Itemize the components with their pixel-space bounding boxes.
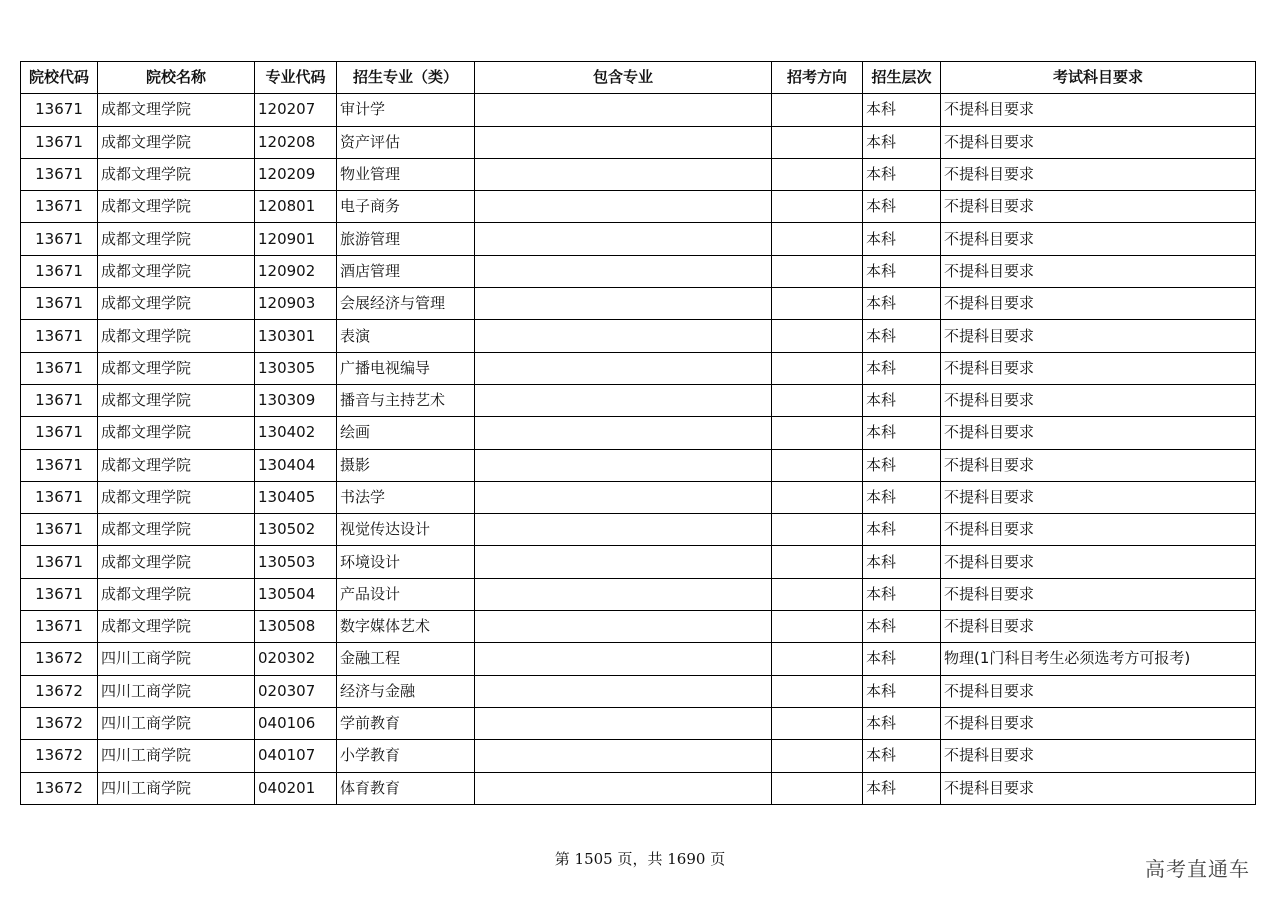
cell-major: 摄影 (337, 449, 475, 481)
cell-direction (772, 740, 863, 772)
cell-major-code: 040106 (255, 707, 337, 739)
cell-school-name: 成都文理学院 (98, 126, 255, 158)
cell-subject-requirement: 不提科目要求 (941, 223, 1256, 255)
cell-major-code: 120902 (255, 255, 337, 287)
cell-school-name: 四川工商学院 (98, 740, 255, 772)
cell-level: 本科 (863, 94, 941, 126)
cell-major: 经济与金融 (337, 675, 475, 707)
cell-subject-requirement: 不提科目要求 (941, 191, 1256, 223)
cell-school-code: 13672 (21, 643, 98, 675)
cell-school-code: 13671 (21, 255, 98, 287)
cell-direction (772, 514, 863, 546)
cell-subject-requirement: 不提科目要求 (941, 481, 1256, 513)
cell-school-code: 13671 (21, 449, 98, 481)
cell-direction (772, 578, 863, 610)
cell-major: 产品设计 (337, 578, 475, 610)
cell-school-code: 13672 (21, 707, 98, 739)
cell-major-code: 120207 (255, 94, 337, 126)
cell-school-name: 成都文理学院 (98, 546, 255, 578)
cell-major: 学前教育 (337, 707, 475, 739)
cell-subject-requirement: 不提科目要求 (941, 740, 1256, 772)
cell-school-name: 四川工商学院 (98, 675, 255, 707)
cell-subject-requirement: 不提科目要求 (941, 352, 1256, 384)
cell-school-name: 成都文理学院 (98, 514, 255, 546)
cell-major-code: 120901 (255, 223, 337, 255)
cell-major-code: 130305 (255, 352, 337, 384)
cell-major-code: 130405 (255, 481, 337, 513)
cell-direction (772, 126, 863, 158)
cell-subject-requirement: 不提科目要求 (941, 255, 1256, 287)
table-row (21, 191, 1256, 223)
cell-school-code: 13672 (21, 740, 98, 772)
header-direction: 招考方向 (772, 62, 863, 94)
cell-level: 本科 (863, 707, 941, 739)
table-row (21, 578, 1256, 610)
cell-included-majors (475, 223, 772, 255)
cell-level: 本科 (863, 384, 941, 416)
cell-level: 本科 (863, 126, 941, 158)
cell-school-name: 成都文理学院 (98, 417, 255, 449)
cell-school-name: 成都文理学院 (98, 255, 255, 287)
cell-direction (772, 675, 863, 707)
cell-subject-requirement: 不提科目要求 (941, 675, 1256, 707)
cell-included-majors (475, 707, 772, 739)
cell-level: 本科 (863, 675, 941, 707)
cell-major-code: 130502 (255, 514, 337, 546)
cell-included-majors (475, 740, 772, 772)
cell-major-code: 130402 (255, 417, 337, 449)
cell-school-name: 成都文理学院 (98, 191, 255, 223)
cell-school-name: 成都文理学院 (98, 288, 255, 320)
cell-major-code: 130404 (255, 449, 337, 481)
cell-included-majors (475, 449, 772, 481)
cell-direction (772, 384, 863, 416)
cell-direction (772, 158, 863, 190)
cell-included-majors (475, 481, 772, 513)
table-row (21, 514, 1256, 546)
cell-included-majors (475, 546, 772, 578)
cell-direction (772, 191, 863, 223)
cell-school-name: 四川工商学院 (98, 707, 255, 739)
cell-school-code: 13671 (21, 288, 98, 320)
cell-major: 资产评估 (337, 126, 475, 158)
cell-level: 本科 (863, 611, 941, 643)
cell-subject-requirement: 不提科目要求 (941, 772, 1256, 804)
cell-subject-requirement: 不提科目要求 (941, 384, 1256, 416)
cell-included-majors (475, 417, 772, 449)
header-level: 招生层次 (863, 62, 941, 94)
cell-major-code: 130301 (255, 320, 337, 352)
cell-level: 本科 (863, 417, 941, 449)
cell-school-name: 成都文理学院 (98, 449, 255, 481)
table-row (21, 320, 1256, 352)
cell-subject-requirement: 不提科目要求 (941, 158, 1256, 190)
cell-major-code: 020307 (255, 675, 337, 707)
cell-major: 播音与主持艺术 (337, 384, 475, 416)
cell-direction (772, 546, 863, 578)
cell-major-code: 130508 (255, 611, 337, 643)
cell-major-code: 040107 (255, 740, 337, 772)
cell-major: 广播电视编导 (337, 352, 475, 384)
cell-included-majors (475, 675, 772, 707)
table-row (21, 772, 1256, 804)
cell-direction (772, 643, 863, 675)
cell-subject-requirement: 不提科目要求 (941, 94, 1256, 126)
cell-school-code: 13671 (21, 352, 98, 384)
table-row (21, 384, 1256, 416)
table-row (21, 643, 1256, 675)
cell-school-name: 成都文理学院 (98, 320, 255, 352)
table-row (21, 481, 1256, 513)
cell-direction (772, 449, 863, 481)
cell-major: 电子商务 (337, 191, 475, 223)
cell-level: 本科 (863, 578, 941, 610)
cell-subject-requirement: 不提科目要求 (941, 514, 1256, 546)
cell-included-majors (475, 772, 772, 804)
cell-subject-requirement: 不提科目要求 (941, 126, 1256, 158)
cell-major: 金融工程 (337, 643, 475, 675)
cell-school-name: 成都文理学院 (98, 158, 255, 190)
cell-major-code: 120209 (255, 158, 337, 190)
header-subject-requirement: 考试科目要求 (941, 62, 1256, 94)
cell-school-code: 13671 (21, 481, 98, 513)
cell-school-name: 成都文理学院 (98, 384, 255, 416)
cell-level: 本科 (863, 223, 941, 255)
cell-included-majors (475, 126, 772, 158)
cell-level: 本科 (863, 352, 941, 384)
cell-included-majors (475, 320, 772, 352)
cell-school-code: 13672 (21, 772, 98, 804)
cell-direction (772, 94, 863, 126)
cell-included-majors (475, 288, 772, 320)
cell-major-code: 130504 (255, 578, 337, 610)
table-row (21, 158, 1256, 190)
cell-major-code: 120903 (255, 288, 337, 320)
cell-subject-requirement: 不提科目要求 (941, 611, 1256, 643)
cell-direction (772, 352, 863, 384)
cell-school-code: 13671 (21, 514, 98, 546)
cell-major: 环境设计 (337, 546, 475, 578)
cell-school-code: 13671 (21, 191, 98, 223)
cell-included-majors (475, 352, 772, 384)
header-school-name: 院校名称 (98, 62, 255, 94)
cell-major-code: 020302 (255, 643, 337, 675)
cell-school-code: 13671 (21, 611, 98, 643)
table-row (21, 223, 1256, 255)
cell-subject-requirement: 物理(1门科目考生必须选考方可报考) (941, 643, 1256, 675)
cell-level: 本科 (863, 481, 941, 513)
table-row (21, 126, 1256, 158)
cell-school-name: 成都文理学院 (98, 481, 255, 513)
table-row (21, 546, 1256, 578)
cell-major: 体育教育 (337, 772, 475, 804)
cell-direction (772, 320, 863, 352)
enrollment-table (20, 61, 1256, 805)
cell-direction (772, 255, 863, 287)
cell-major: 物业管理 (337, 158, 475, 190)
cell-school-code: 13671 (21, 384, 98, 416)
cell-major-code: 120801 (255, 191, 337, 223)
cell-subject-requirement: 不提科目要求 (941, 288, 1256, 320)
cell-school-code: 13671 (21, 126, 98, 158)
cell-direction (772, 223, 863, 255)
table-row (21, 740, 1256, 772)
table-row (21, 449, 1256, 481)
table-row (21, 417, 1256, 449)
cell-school-name: 成都文理学院 (98, 94, 255, 126)
cell-subject-requirement: 不提科目要求 (941, 707, 1256, 739)
cell-school-code: 13672 (21, 675, 98, 707)
header-major-code: 专业代码 (255, 62, 337, 94)
cell-level: 本科 (863, 255, 941, 287)
cell-major: 表演 (337, 320, 475, 352)
table-row (21, 94, 1256, 126)
cell-direction (772, 772, 863, 804)
table-body (21, 94, 1256, 805)
page-footer: 第 1505 页，共 1690 页 (554, 850, 726, 868)
cell-school-name: 四川工商学院 (98, 643, 255, 675)
cell-major-code: 130503 (255, 546, 337, 578)
table-row (21, 352, 1256, 384)
cell-included-majors (475, 191, 772, 223)
cell-included-majors (475, 255, 772, 287)
cell-direction (772, 707, 863, 739)
cell-major: 绘画 (337, 417, 475, 449)
watermark-logo-text: 高考直通车 (1145, 857, 1250, 881)
header-school-code: 院校代码 (21, 62, 98, 94)
cell-school-code: 13671 (21, 94, 98, 126)
cell-subject-requirement: 不提科目要求 (941, 449, 1256, 481)
cell-major: 视觉传达设计 (337, 514, 475, 546)
cell-level: 本科 (863, 772, 941, 804)
cell-direction (772, 417, 863, 449)
cell-subject-requirement: 不提科目要求 (941, 320, 1256, 352)
cell-level: 本科 (863, 288, 941, 320)
cell-subject-requirement: 不提科目要求 (941, 417, 1256, 449)
header-major: 招生专业（类） (337, 62, 475, 94)
cell-level: 本科 (863, 740, 941, 772)
table-row (21, 611, 1256, 643)
table-row (21, 288, 1256, 320)
table-row (21, 255, 1256, 287)
cell-direction (772, 288, 863, 320)
cell-school-code: 13671 (21, 417, 98, 449)
cell-major-code: 120208 (255, 126, 337, 158)
cell-included-majors (475, 514, 772, 546)
table-row (21, 707, 1256, 739)
cell-major: 旅游管理 (337, 223, 475, 255)
cell-included-majors (475, 578, 772, 610)
cell-school-name: 成都文理学院 (98, 611, 255, 643)
cell-major: 小学教育 (337, 740, 475, 772)
cell-major: 酒店管理 (337, 255, 475, 287)
cell-level: 本科 (863, 546, 941, 578)
table-row (21, 675, 1256, 707)
cell-major: 审计学 (337, 94, 475, 126)
cell-direction (772, 611, 863, 643)
cell-level: 本科 (863, 320, 941, 352)
cell-school-code: 13671 (21, 223, 98, 255)
cell-level: 本科 (863, 643, 941, 675)
cell-subject-requirement: 不提科目要求 (941, 546, 1256, 578)
cell-included-majors (475, 94, 772, 126)
cell-major: 书法学 (337, 481, 475, 513)
cell-included-majors (475, 158, 772, 190)
cell-level: 本科 (863, 514, 941, 546)
cell-major: 会展经济与管理 (337, 288, 475, 320)
cell-school-name: 成都文理学院 (98, 223, 255, 255)
cell-included-majors (475, 643, 772, 675)
cell-level: 本科 (863, 191, 941, 223)
cell-school-name: 四川工商学院 (98, 772, 255, 804)
cell-major-code: 040201 (255, 772, 337, 804)
cell-school-code: 13671 (21, 320, 98, 352)
cell-school-code: 13671 (21, 158, 98, 190)
cell-included-majors (475, 611, 772, 643)
cell-level: 本科 (863, 158, 941, 190)
header-included-majors: 包含专业 (475, 62, 772, 94)
cell-included-majors (475, 384, 772, 416)
table-header-row (21, 62, 1256, 94)
cell-school-code: 13671 (21, 578, 98, 610)
cell-school-name: 成都文理学院 (98, 578, 255, 610)
cell-subject-requirement: 不提科目要求 (941, 578, 1256, 610)
cell-school-name: 成都文理学院 (98, 352, 255, 384)
cell-direction (772, 481, 863, 513)
cell-school-code: 13671 (21, 546, 98, 578)
cell-major-code: 130309 (255, 384, 337, 416)
cell-level: 本科 (863, 449, 941, 481)
cell-major: 数字媒体艺术 (337, 611, 475, 643)
